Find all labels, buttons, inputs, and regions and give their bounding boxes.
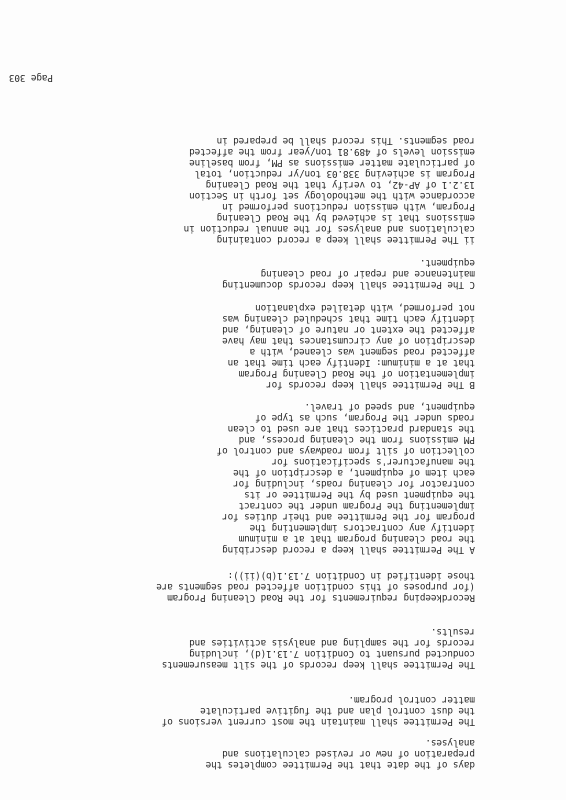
text-line: program for the Permittee and their duties for xyxy=(222,511,475,522)
text-line: PM emissions from the cleaning process, and xyxy=(238,434,475,445)
text-line: that at a minimum: Identify each time that an xyxy=(227,357,475,368)
text-line: roads under the Program, such as type of xyxy=(255,412,475,423)
text-line: 13.2.1 of AP-42, to verify that the Road Cleaning xyxy=(205,179,475,190)
text-line: Recordkeeping requirements for the Road Cleaning Program xyxy=(167,592,475,603)
text-line: identify each time that scheduled cleaning was xyxy=(222,313,475,324)
text-line: the road cleaning program that at a minimum xyxy=(238,533,475,544)
text-line: A The Permittee shall keep a record describing xyxy=(222,544,475,555)
text-line: matter control program. xyxy=(348,694,475,705)
text-line: affected the extent or nature of cleaning, and xyxy=(222,324,475,335)
text-line: description of any circumstances that may have xyxy=(222,335,475,346)
text-line: accordance with the methodology set forth in Section xyxy=(189,190,475,201)
text-line: equipment, and speed of travel. xyxy=(304,401,475,412)
text-line: days of the date that the Permittee completes the xyxy=(205,759,475,770)
text-line: results. xyxy=(431,626,475,637)
text-line: emissions that is achieved by the Road Cleaning xyxy=(216,212,475,223)
text-line: B The Permittee shall keep records for xyxy=(266,379,475,390)
text-line: identify any contractors implementing the xyxy=(249,522,475,533)
text-line: emission levels of 489.81 ton/year from the affected xyxy=(189,146,475,157)
text-line: (for purposes of this condition affected road segments are xyxy=(156,581,475,592)
text-line: the manufacturer's specifications for xyxy=(271,456,475,467)
text-line: equipment. xyxy=(420,257,475,268)
text-line: those identified in Condition 7.13.1(b)(ii)): xyxy=(227,570,475,581)
text-line: The Permittee shall maintain the most current versions of xyxy=(161,716,475,727)
text-line: the standard practices that are used to clean xyxy=(227,423,475,434)
text-line: contractor for cleaning roads, including for xyxy=(233,478,475,489)
text-line: road segments. This record shall be prepared in xyxy=(216,135,475,146)
text-line: affected road segment was cleaned, with a xyxy=(249,346,475,357)
text-line: Program is achieving 338.03 ton/yr reduction, total xyxy=(194,168,475,179)
text-line: C The Permittee shall keep records documenting xyxy=(222,279,475,290)
text-line: each item of equipment, a description of the xyxy=(233,467,475,478)
page-header: Page 303 xyxy=(9,72,53,83)
text-line: ii The Permittee shall keep a record containing xyxy=(216,234,475,245)
text-line: records for the sampling and analysis activities and xyxy=(189,637,475,648)
text-line: implementation of the Road Cleaning Program xyxy=(238,368,475,379)
text-line: The Permittee shall keep records of the silt measurements xyxy=(161,659,475,670)
text-line: analyses. xyxy=(425,737,475,748)
text-line: collection of silt from roadways and control of xyxy=(216,445,475,456)
text-line: implementing the Program under the contract xyxy=(238,500,475,511)
text-line: conducted pursuant to Condition 7.13.1(d), including xyxy=(189,648,475,659)
text-line: of particulate matter emissions as PM, from baseline xyxy=(189,157,475,168)
text-line: Program, with emission reductions performed in xyxy=(222,201,475,212)
text-line: preparation of new or revised calculations and xyxy=(222,748,475,759)
text-line: not performed, with detailed explanation xyxy=(255,302,475,313)
text-line: calculations and analyses for the annual reduction in xyxy=(183,223,475,234)
text-line: maintenance and repair of road cleaning xyxy=(260,268,475,279)
text-line: the equipment used by the Permittee or its xyxy=(244,489,475,500)
text-line: the dust control plan and the fugitive particulate xyxy=(200,705,475,716)
